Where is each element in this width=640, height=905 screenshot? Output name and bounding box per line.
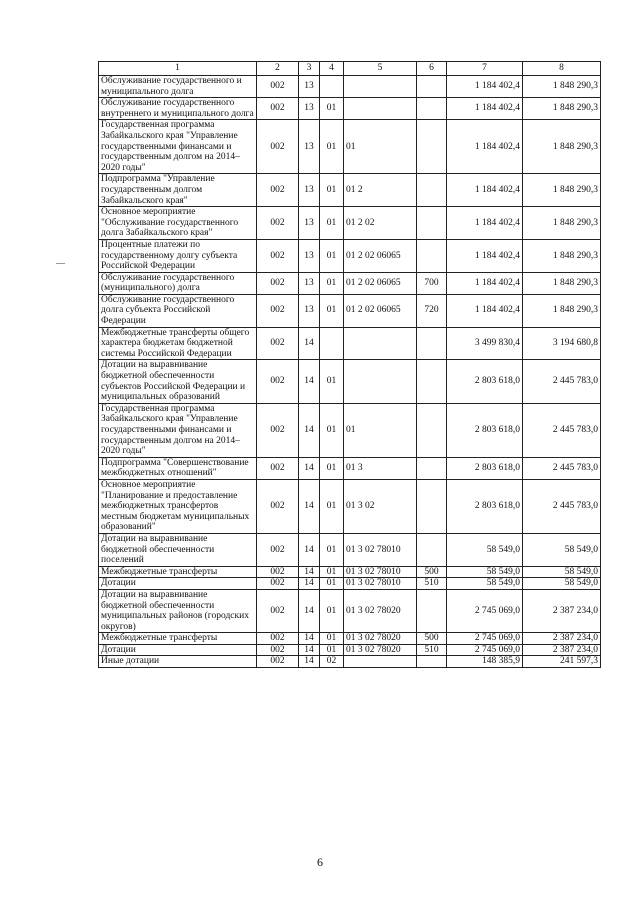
amount-cell-year1: 1 184 402,4 bbox=[447, 239, 523, 272]
row-name-cell: Государственная программа Забайкальского края "Управление государственными финансами и государственным долгом на 2014–2020 годы" bbox=[99, 403, 257, 457]
row-name-cell: Межбюджетные трансферты bbox=[99, 566, 257, 578]
expense-type-cell bbox=[417, 120, 447, 174]
target-article-cell: 01 2 02 bbox=[344, 207, 417, 240]
code-cell: 002 bbox=[257, 294, 299, 327]
amount-cell-year1: 1 184 402,4 bbox=[447, 174, 523, 207]
expense-type-cell bbox=[417, 479, 447, 533]
code-cell: 002 bbox=[257, 533, 299, 566]
subsection-cell: 01 bbox=[320, 239, 344, 272]
row-name-cell: Обслуживание государственного (муниципального) долга bbox=[99, 272, 257, 294]
expense-type-cell: 510 bbox=[417, 578, 447, 590]
code-cell: 002 bbox=[257, 457, 299, 479]
code-cell: 002 bbox=[257, 120, 299, 174]
amount-cell-year1: 2 745 069,0 bbox=[447, 644, 523, 656]
expense-type-cell: 720 bbox=[417, 294, 447, 327]
page-number: 6 bbox=[317, 855, 323, 869]
table-row bbox=[99, 327, 601, 360]
row-name-cell: Дотации на выравнивание бюджетной обеспеченности муниципальных районов (городских округов) bbox=[99, 589, 257, 632]
target-article-cell: 01 3 02 78010 bbox=[344, 566, 417, 578]
column-header: 8 bbox=[523, 62, 601, 76]
target-article-cell: 01 3 bbox=[344, 457, 417, 479]
margin-mark bbox=[56, 263, 65, 264]
row-name-cell: Обслуживание государственного долга субъекта Российской Федерации bbox=[99, 294, 257, 327]
expense-type-cell bbox=[417, 239, 447, 272]
amount-cell-year1: 2 803 618,0 bbox=[447, 403, 523, 457]
row-name-cell: Подпрограмма "Управление государственным долгом Забайкальского края" bbox=[99, 174, 257, 207]
amount-cell-year1: 58 549,0 bbox=[447, 566, 523, 578]
subsection-cell: 01 bbox=[320, 120, 344, 174]
amount-cell-year2: 1 848 290,3 bbox=[523, 239, 601, 272]
table-header-row bbox=[99, 62, 601, 76]
row-name-cell: Межбюджетные трансферты общего характера бюджетам бюджетной системы Российской Федерации bbox=[99, 327, 257, 360]
target-article-cell bbox=[344, 76, 417, 98]
table-row bbox=[99, 403, 601, 457]
target-article-cell: 01 3 02 bbox=[344, 479, 417, 533]
amount-cell-year1: 2 745 069,0 bbox=[447, 633, 523, 645]
section-cell: 14 bbox=[299, 479, 320, 533]
amount-cell-year1: 148 385,9 bbox=[447, 656, 523, 668]
target-article-cell: 01 bbox=[344, 120, 417, 174]
row-name-cell: Дотации bbox=[99, 578, 257, 590]
amount-cell-year1: 1 184 402,4 bbox=[447, 294, 523, 327]
subsection-cell: 01 bbox=[320, 403, 344, 457]
target-article-cell bbox=[344, 327, 417, 360]
code-cell: 002 bbox=[257, 327, 299, 360]
row-name-cell: Основное мероприятие "Обслуживание государственного долга Забайкальского края" bbox=[99, 207, 257, 240]
section-cell: 13 bbox=[299, 239, 320, 272]
amount-cell-year2: 1 848 290,3 bbox=[523, 76, 601, 98]
expense-type-cell bbox=[417, 76, 447, 98]
amount-cell-year2: 58 549,0 bbox=[523, 578, 601, 590]
table-row bbox=[99, 644, 601, 656]
amount-cell-year2: 241 597,3 bbox=[523, 656, 601, 668]
target-article-cell: 01 3 02 78010 bbox=[344, 578, 417, 590]
table-row bbox=[99, 457, 601, 479]
section-cell: 13 bbox=[299, 294, 320, 327]
section-cell: 13 bbox=[299, 76, 320, 98]
column-header: 7 bbox=[447, 62, 523, 76]
target-article-cell: 01 3 02 78010 bbox=[344, 533, 417, 566]
table-row bbox=[99, 656, 601, 668]
table-row bbox=[99, 479, 601, 533]
code-cell: 002 bbox=[257, 578, 299, 590]
code-cell: 002 bbox=[257, 656, 299, 668]
row-name-cell: Обслуживание государственного и муниципального долга bbox=[99, 76, 257, 98]
row-name-cell: Обслуживание государственного внутреннего и муниципального долга bbox=[99, 98, 257, 120]
amount-cell-year1: 1 184 402,4 bbox=[447, 98, 523, 120]
subsection-cell bbox=[320, 327, 344, 360]
table-row bbox=[99, 239, 601, 272]
expense-type-cell bbox=[417, 403, 447, 457]
column-header: 2 bbox=[257, 62, 299, 76]
code-cell: 002 bbox=[257, 174, 299, 207]
target-article-cell bbox=[344, 98, 417, 120]
subsection-cell: 02 bbox=[320, 656, 344, 668]
code-cell: 002 bbox=[257, 76, 299, 98]
column-header: 6 bbox=[417, 62, 447, 76]
code-cell: 002 bbox=[257, 479, 299, 533]
section-cell: 13 bbox=[299, 120, 320, 174]
subsection-cell: 01 bbox=[320, 566, 344, 578]
amount-cell-year2: 58 549,0 bbox=[523, 533, 601, 566]
expense-type-cell: 500 bbox=[417, 566, 447, 578]
row-name-cell: Дотации bbox=[99, 644, 257, 656]
code-cell: 002 bbox=[257, 239, 299, 272]
subsection-cell: 01 bbox=[320, 533, 344, 566]
amount-cell-year1: 3 499 830,4 bbox=[447, 327, 523, 360]
amount-cell-year2: 1 848 290,3 bbox=[523, 207, 601, 240]
section-cell: 14 bbox=[299, 403, 320, 457]
section-cell: 14 bbox=[299, 644, 320, 656]
table-row bbox=[99, 76, 601, 98]
code-cell: 002 bbox=[257, 644, 299, 656]
section-cell: 13 bbox=[299, 207, 320, 240]
subsection-cell: 01 bbox=[320, 272, 344, 294]
code-cell: 002 bbox=[257, 98, 299, 120]
column-header: 4 bbox=[320, 62, 344, 76]
amount-cell-year2: 2 387 234,0 bbox=[523, 633, 601, 645]
amount-cell-year1: 1 184 402,4 bbox=[447, 120, 523, 174]
subsection-cell: 01 bbox=[320, 479, 344, 533]
table-row bbox=[99, 533, 601, 566]
table-row bbox=[99, 207, 601, 240]
code-cell: 002 bbox=[257, 360, 299, 403]
section-cell: 13 bbox=[299, 174, 320, 207]
table-row bbox=[99, 578, 601, 590]
row-name-cell: Дотации на выравнивание бюджетной обеспеченности поселений bbox=[99, 533, 257, 566]
target-article-cell: 01 2 02 06065 bbox=[344, 294, 417, 327]
subsection-cell bbox=[320, 76, 344, 98]
target-article-cell: 01 2 02 06065 bbox=[344, 272, 417, 294]
subsection-cell: 01 bbox=[320, 589, 344, 632]
code-cell: 002 bbox=[257, 272, 299, 294]
table-row bbox=[99, 633, 601, 645]
section-cell: 14 bbox=[299, 327, 320, 360]
expense-type-cell bbox=[417, 533, 447, 566]
target-article-cell: 01 3 02 78020 bbox=[344, 589, 417, 632]
expense-type-cell bbox=[417, 589, 447, 632]
target-article-cell: 01 2 bbox=[344, 174, 417, 207]
column-header: 3 bbox=[299, 62, 320, 76]
amount-cell-year1: 58 549,0 bbox=[447, 578, 523, 590]
row-name-cell: Дотации на выравнивание бюджетной обеспеченности субъектов Российской Федерации и муниципальных образований bbox=[99, 360, 257, 403]
amount-cell-year1: 1 184 402,4 bbox=[447, 207, 523, 240]
subsection-cell: 01 bbox=[320, 207, 344, 240]
row-name-cell: Межбюджетные трансферты bbox=[99, 633, 257, 645]
section-cell: 14 bbox=[299, 566, 320, 578]
subsection-cell: 01 bbox=[320, 174, 344, 207]
expense-type-cell bbox=[417, 656, 447, 668]
amount-cell-year2: 1 848 290,3 bbox=[523, 120, 601, 174]
section-cell: 14 bbox=[299, 533, 320, 566]
expense-type-cell bbox=[417, 360, 447, 403]
amount-cell-year2: 1 848 290,3 bbox=[523, 294, 601, 327]
code-cell: 002 bbox=[257, 566, 299, 578]
code-cell: 002 bbox=[257, 589, 299, 632]
table-row bbox=[99, 120, 601, 174]
row-name-cell: Процентные платежи по государственному долгу субъекта Российской Федерации bbox=[99, 239, 257, 272]
table-row bbox=[99, 272, 601, 294]
amount-cell-year1: 2 803 618,0 bbox=[447, 457, 523, 479]
subsection-cell: 01 bbox=[320, 294, 344, 327]
amount-cell-year2: 2 445 783,0 bbox=[523, 360, 601, 403]
row-name-cell: Иные дотации bbox=[99, 656, 257, 668]
target-article-cell: 01 3 02 78020 bbox=[344, 633, 417, 645]
row-name-cell: Основное мероприятие "Планирование и предоставление межбюджетных трансфертов местным бюджетам муниципальных образований" bbox=[99, 479, 257, 533]
table-row bbox=[99, 589, 601, 632]
subsection-cell: 01 bbox=[320, 633, 344, 645]
amount-cell-year2: 3 194 680,8 bbox=[523, 327, 601, 360]
column-header: 1 bbox=[99, 62, 257, 76]
amount-cell-year2: 1 848 290,3 bbox=[523, 272, 601, 294]
section-cell: 14 bbox=[299, 578, 320, 590]
amount-cell-year1: 2 745 069,0 bbox=[447, 589, 523, 632]
table-row bbox=[99, 566, 601, 578]
amount-cell-year1: 1 184 402,4 bbox=[447, 76, 523, 98]
table-row bbox=[99, 174, 601, 207]
amount-cell-year1: 2 803 618,0 bbox=[447, 479, 523, 533]
row-name-cell: Государственная программа Забайкальского края "Управление государственными финансами и государственным долгом на 2014–2020 годы" bbox=[99, 120, 257, 174]
target-article-cell: 01 3 02 78020 bbox=[344, 644, 417, 656]
budget-table bbox=[98, 61, 601, 668]
section-cell: 14 bbox=[299, 589, 320, 632]
target-article-cell: 01 2 02 06065 bbox=[344, 239, 417, 272]
expense-type-cell: 500 bbox=[417, 633, 447, 645]
expense-type-cell bbox=[417, 174, 447, 207]
expense-type-cell bbox=[417, 327, 447, 360]
table-row bbox=[99, 98, 601, 120]
column-header: 5 bbox=[344, 62, 417, 76]
amount-cell-year2: 2 387 234,0 bbox=[523, 644, 601, 656]
section-cell: 14 bbox=[299, 656, 320, 668]
amount-cell-year2: 1 848 290,3 bbox=[523, 174, 601, 207]
section-cell: 14 bbox=[299, 360, 320, 403]
code-cell: 002 bbox=[257, 633, 299, 645]
amount-cell-year2: 58 549,0 bbox=[523, 566, 601, 578]
expense-type-cell: 700 bbox=[417, 272, 447, 294]
table-row bbox=[99, 360, 601, 403]
subsection-cell: 01 bbox=[320, 578, 344, 590]
expense-type-cell bbox=[417, 98, 447, 120]
section-cell: 14 bbox=[299, 633, 320, 645]
amount-cell-year2: 2 445 783,0 bbox=[523, 403, 601, 457]
section-cell: 14 bbox=[299, 457, 320, 479]
amount-cell-year1: 2 803 618,0 bbox=[447, 360, 523, 403]
amount-cell-year2: 1 848 290,3 bbox=[523, 98, 601, 120]
section-cell: 13 bbox=[299, 272, 320, 294]
code-cell: 002 bbox=[257, 403, 299, 457]
table-row bbox=[99, 294, 601, 327]
expense-type-cell: 510 bbox=[417, 644, 447, 656]
subsection-cell: 01 bbox=[320, 644, 344, 656]
subsection-cell: 01 bbox=[320, 98, 344, 120]
amount-cell-year2: 2 445 783,0 bbox=[523, 457, 601, 479]
target-article-cell: 01 bbox=[344, 403, 417, 457]
amount-cell-year1: 58 549,0 bbox=[447, 533, 523, 566]
amount-cell-year1: 1 184 402,4 bbox=[447, 272, 523, 294]
subsection-cell: 01 bbox=[320, 360, 344, 403]
expense-type-cell bbox=[417, 207, 447, 240]
subsection-cell: 01 bbox=[320, 457, 344, 479]
amount-cell-year2: 2 445 783,0 bbox=[523, 479, 601, 533]
row-name-cell: Подпрограмма "Совершенствование межбюджетных отношений" bbox=[99, 457, 257, 479]
code-cell: 002 bbox=[257, 207, 299, 240]
amount-cell-year2: 2 387 234,0 bbox=[523, 589, 601, 632]
target-article-cell bbox=[344, 360, 417, 403]
target-article-cell bbox=[344, 656, 417, 668]
expense-type-cell bbox=[417, 457, 447, 479]
section-cell: 13 bbox=[299, 98, 320, 120]
